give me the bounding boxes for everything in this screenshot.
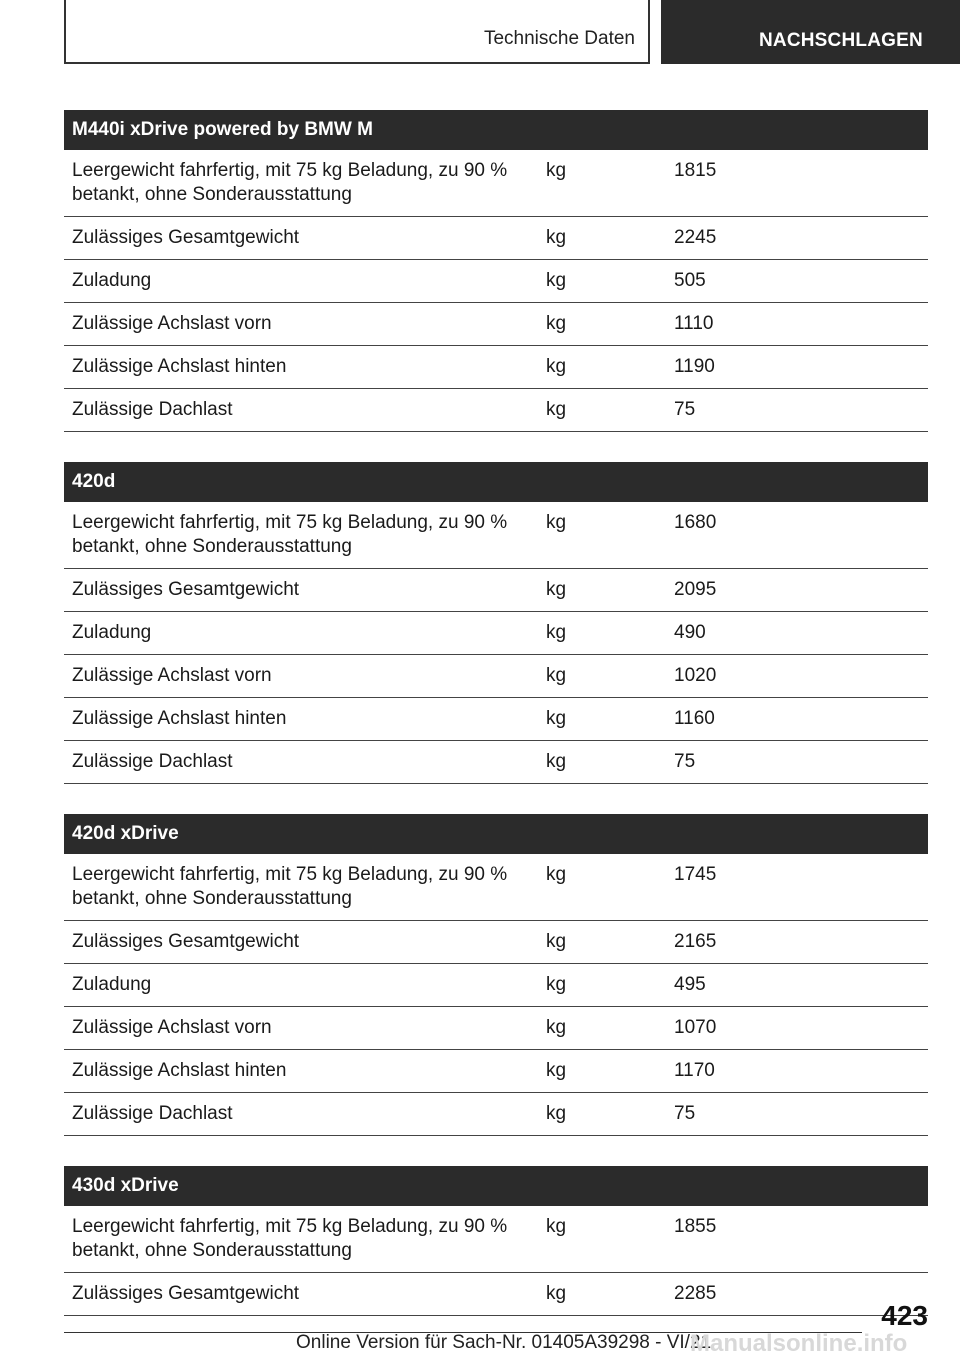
header-divider-mid xyxy=(648,0,650,64)
row-value: 75 xyxy=(674,1103,696,1124)
table-row xyxy=(64,1007,928,1050)
row-label: Zulässige Dachlast xyxy=(72,751,233,772)
row-unit: kg xyxy=(546,665,567,686)
row-label: Zulässiges Gesamtgewicht xyxy=(72,931,300,952)
row-value: 1170 xyxy=(674,1060,715,1081)
row-value: 75 xyxy=(674,751,696,772)
table-row xyxy=(64,502,928,569)
row-label: Zulässige Achslast hinten xyxy=(72,708,287,729)
row-unit: kg xyxy=(546,751,567,772)
table-row xyxy=(64,612,928,655)
row-label: Zulässige Achslast vorn xyxy=(72,665,272,686)
table-row xyxy=(64,1093,928,1136)
spec-table-title: 420d xyxy=(64,462,928,502)
spec-tables xyxy=(64,110,928,1346)
row-unit: kg xyxy=(546,708,567,729)
chapter-tab[interactable]: NACHSCHLAGEN xyxy=(661,0,960,64)
row-value: 2165 xyxy=(674,931,717,952)
table-row xyxy=(64,1206,928,1273)
watermark: Manualsonline.info xyxy=(690,1330,908,1357)
row-value: 2285 xyxy=(674,1283,717,1304)
row-unit: kg xyxy=(546,227,567,248)
row-unit: kg xyxy=(546,1060,567,1081)
page-number: 423 xyxy=(881,1300,928,1331)
row-unit: kg xyxy=(546,931,567,952)
page-footer xyxy=(0,1290,960,1362)
row-label: Leergewicht fahrfertig, mit 75 kg Beladung, zu 90 % betankt, ohne Sonderausstattung xyxy=(72,512,508,557)
table-row xyxy=(64,569,928,612)
row-value: 1020 xyxy=(674,665,717,686)
spec-table-title: M440i xDrive powered by BMW M xyxy=(64,110,928,150)
row-label: Zulässige Achslast vorn xyxy=(72,1017,272,1038)
row-label: Zulässige Achslast hinten xyxy=(72,1060,287,1081)
table-row xyxy=(64,964,928,1007)
row-unit: kg xyxy=(546,622,567,643)
row-unit: kg xyxy=(546,399,567,420)
table-row xyxy=(64,854,928,921)
spec-table-title: 430d xDrive xyxy=(64,1166,928,1206)
row-label: Leergewicht fahrfertig, mit 75 kg Beladung, zu 90 % betankt, ohne Sonderausstattung xyxy=(72,160,508,205)
table-row xyxy=(64,303,928,346)
row-label: Zulässiges Gesamtgewicht xyxy=(72,227,300,248)
row-unit: kg xyxy=(546,160,567,181)
row-label: Zuladung xyxy=(72,622,152,643)
spec-table-title: 420d xDrive xyxy=(64,814,928,854)
row-value: 2245 xyxy=(674,227,717,248)
row-value: 1680 xyxy=(674,512,717,533)
table-row xyxy=(64,217,928,260)
row-label: Zuladung xyxy=(72,270,152,291)
row-unit: kg xyxy=(546,1103,567,1124)
row-unit: kg xyxy=(546,270,567,291)
row-label: Zulässige Achslast hinten xyxy=(72,356,287,377)
row-value: 490 xyxy=(674,622,706,643)
spec-table xyxy=(64,110,928,432)
row-value: 1745 xyxy=(674,864,717,885)
row-unit: kg xyxy=(546,1017,567,1038)
header-divider-bottom xyxy=(64,62,650,64)
row-label: Zulässiges Gesamtgewicht xyxy=(72,1283,300,1304)
row-value: 1855 xyxy=(674,1216,717,1237)
row-label: Leergewicht fahrfertig, mit 75 kg Beladung, zu 90 % betankt, ohne Sonderausstattung xyxy=(72,864,508,909)
spec-table xyxy=(64,462,928,784)
table-row xyxy=(64,1050,928,1093)
table-row xyxy=(64,921,928,964)
online-version-note: Online Version für Sach-Nr. 01405A39298 - VI/21 xyxy=(296,1332,712,1353)
row-unit: kg xyxy=(546,579,567,600)
table-row xyxy=(64,346,928,389)
table-row xyxy=(64,698,928,741)
table-row xyxy=(64,150,928,217)
row-value: 505 xyxy=(674,270,706,291)
row-value: 1070 xyxy=(674,1017,717,1038)
section-title: Technische Daten xyxy=(483,28,635,49)
spec-table xyxy=(64,814,928,1136)
row-unit: kg xyxy=(546,1216,567,1237)
table-row xyxy=(64,260,928,303)
row-label: Zuladung xyxy=(72,974,152,995)
header-divider-left xyxy=(64,0,66,64)
row-unit: kg xyxy=(546,313,567,334)
table-row xyxy=(64,389,928,432)
page-header xyxy=(0,0,960,66)
row-value: 75 xyxy=(674,399,696,420)
row-unit: kg xyxy=(546,1283,567,1304)
row-label: Zulässige Dachlast xyxy=(72,1103,233,1124)
row-unit: kg xyxy=(546,864,567,885)
row-label: Leergewicht fahrfertig, mit 75 kg Beladung, zu 90 % betankt, ohne Sonderausstattung xyxy=(72,1216,508,1261)
row-label: Zulässiges Gesamtgewicht xyxy=(72,579,300,600)
row-label: Zulässige Achslast vorn xyxy=(72,313,272,334)
row-value: 2095 xyxy=(674,579,717,600)
row-unit: kg xyxy=(546,512,567,533)
row-value: 495 xyxy=(674,974,706,995)
row-label: Zulässige Dachlast xyxy=(72,399,233,420)
row-value: 1190 xyxy=(674,356,715,377)
row-unit: kg xyxy=(546,356,567,377)
row-value: 1815 xyxy=(674,160,717,181)
table-row xyxy=(64,655,928,698)
row-value: 1160 xyxy=(674,708,715,729)
row-unit: kg xyxy=(546,974,567,995)
table-row xyxy=(64,741,928,784)
row-value: 1110 xyxy=(674,313,714,334)
